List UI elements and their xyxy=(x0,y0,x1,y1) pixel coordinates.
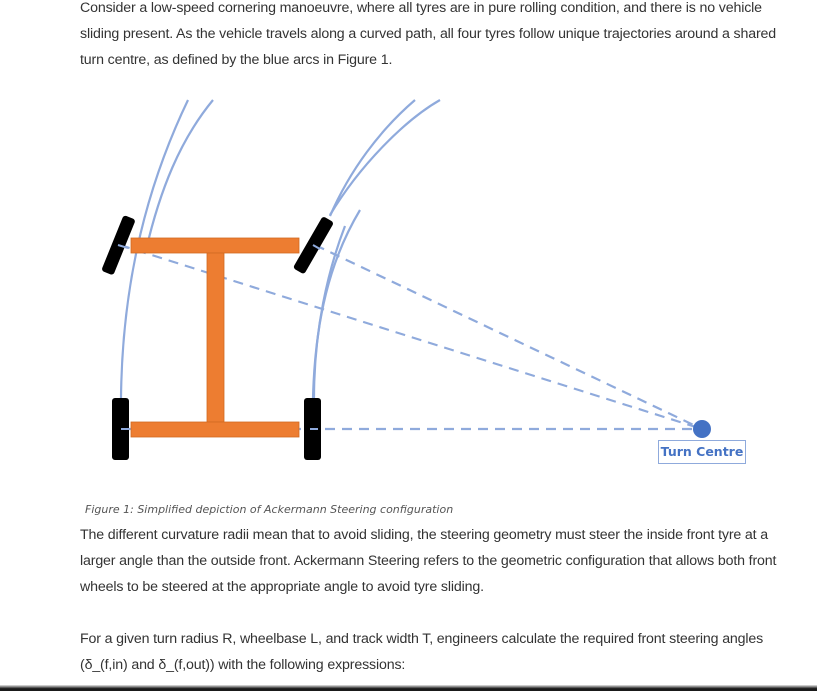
chassis xyxy=(131,238,299,437)
figure-caption: Figure 1: Simplified depiction of Ackermann Steering configuration xyxy=(85,503,454,516)
formula-intro-paragraph: For a given turn radius R, wheelbase L, and track width T, engineers calculate the required front steering angles (δ_(f,in) and δ_(f,out)) with the following expressions: xyxy=(80,631,764,673)
ackermann-paragraph: The different curvature radii mean that to avoid sliding, the steering geometry must steer the inside front tyre at a larger angle than the outside front. Ackermann Steering refers to the geometric configuration that allows both front wheels to be steered at the appropriate angle to avoid tyre sliding. xyxy=(80,527,777,595)
intro-paragraph: Consider a low-speed cornering manoeuvre, where all tyres are in pure rolling condition, and there is no vehicle sliding present. As the vehicle travels along a curved path, all four tyres follow unique trajectories around a shared turn centre, as defined by the blue arcs in Figure 1. xyxy=(80,0,777,68)
ackermann-figure xyxy=(90,90,770,490)
ackermann-diagram xyxy=(90,90,770,490)
turn-centre-point xyxy=(693,420,711,438)
turn-centre-label: Turn Centre xyxy=(658,440,746,464)
bottom-bar xyxy=(0,685,817,691)
